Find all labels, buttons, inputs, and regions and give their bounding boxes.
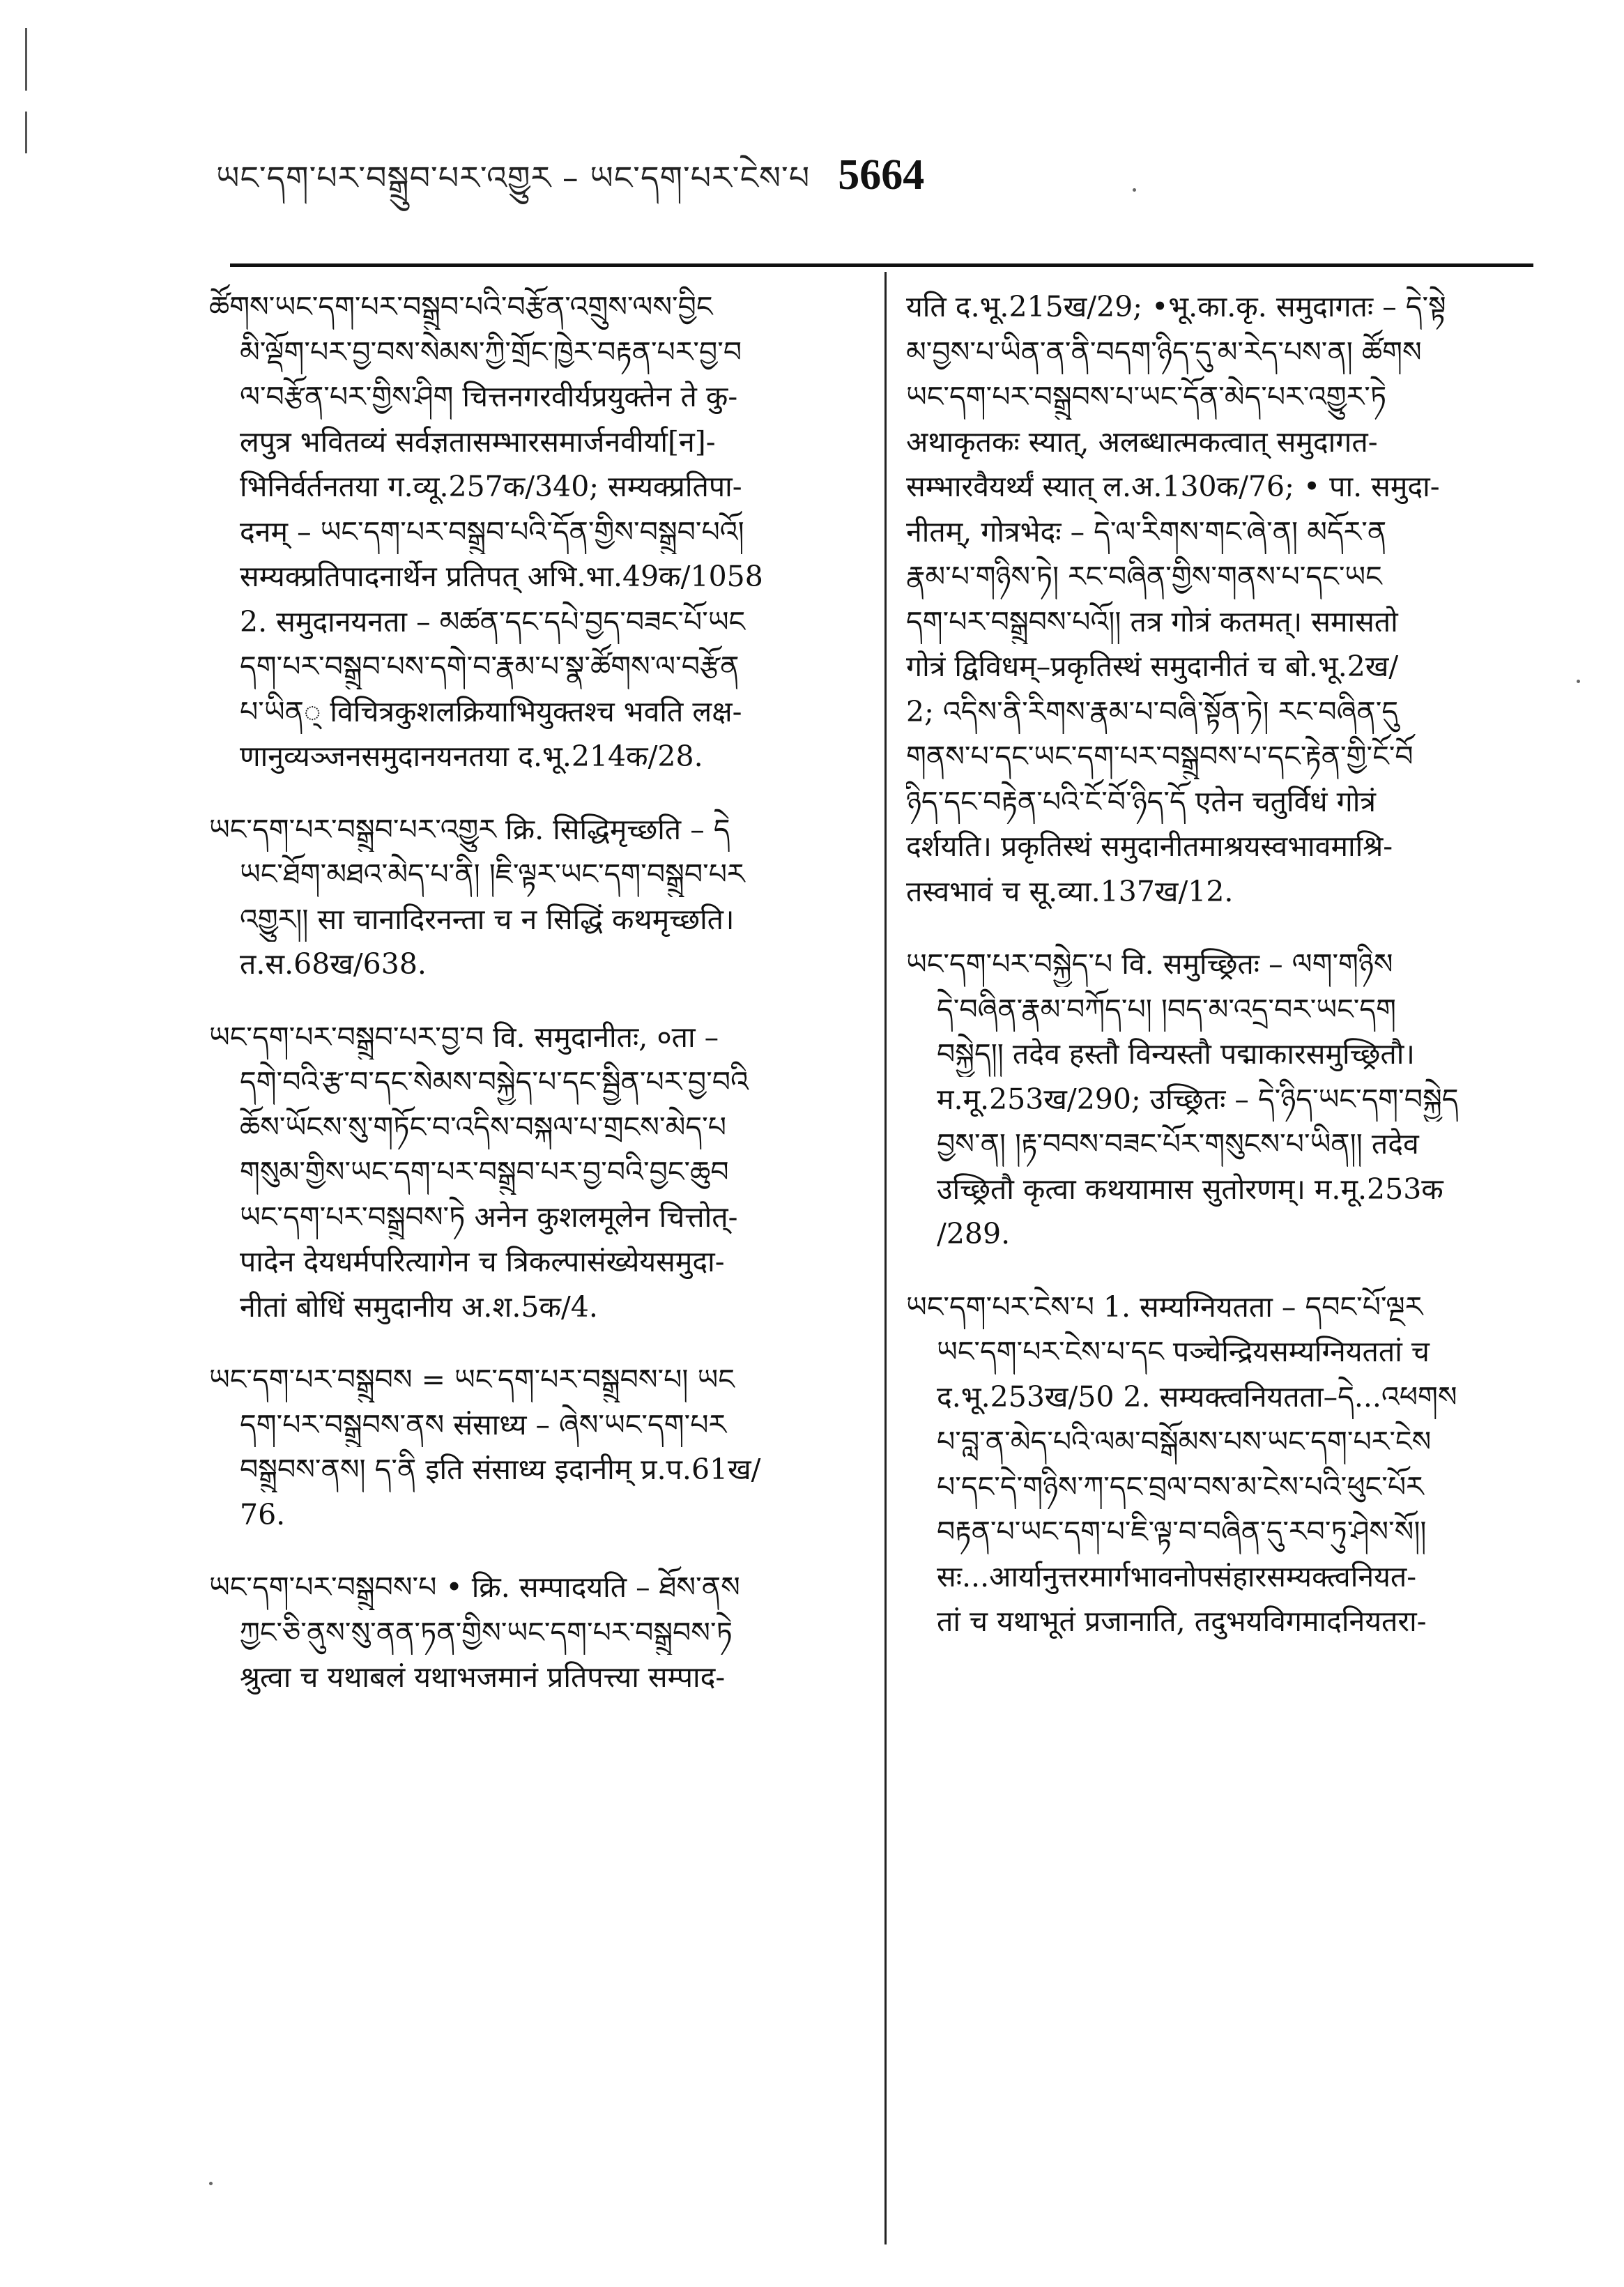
entry-text-line: མི་ལྡོག་པར་བྱ་བས་སེམས་ཀྱི་གྲོང་ཁྱེར་བརྟན་པར་བྱ་བ xyxy=(240,335,742,369)
entry-text-line: म.मू.253ख/290; उच्छ्रितः – དེ་ཉིད་ཡང་དག་བསྐྱེད xyxy=(937,1082,1459,1116)
entry-headword-line: ཚོགས་ཡང་དག་པར་བསྒྲུབ་པའི་བརྩོན་འགྲུས་ལས་བྱིང xyxy=(209,290,713,323)
dictionary-entry xyxy=(209,1015,857,1330)
entry-text-line: ཀྱང་ཅི་ནུས་སུ་ནན་ཏན་གྱིས་ཡང་དག་པར་བསྒྲུབས་ཏེ xyxy=(240,1615,733,1649)
column-divider xyxy=(884,272,887,2244)
entry-text-line: དག་པར་བསྒྲུབས་ནས संसाध्य – ཞེས་ཡང་དག་པར xyxy=(240,1407,727,1441)
entry-text-line: བསྐྱེད།། तदेव हस्तौ विन्यस्तौ पद्माकारसमुच्छ्रितौ। xyxy=(937,1037,1415,1071)
dictionary-entry xyxy=(906,942,1537,1257)
entry-text-line: བྱས་ན། །རྟ་བབས་བཟང་པོར་གསུངས་པ་ཡིན།། तदेव xyxy=(937,1127,1419,1161)
entry-text-line: भिनिर्वर्तनतया ग.व्यू.257क/340; सम्यक्प्रतिपा- xyxy=(240,470,742,503)
entry-text-line: दनम् – ཡང་དག་པར་བསྒྲུབ་པའི་དོན་གྱིས་བསྒྲུབ་པའོ། xyxy=(240,514,744,549)
entry-headword-line: यति द.भू.215ख/29; •भू.का.कृ. समुदागतः – དེ་སྟེ xyxy=(906,290,1446,323)
entry-text-line: རྣམ་པ་གཉིས་ཏེ། རང་བཞིན་གྱིས་གནས་པ་དང་ཡང xyxy=(906,560,1382,593)
entry-text-line: नीतम्, गोत्रभेदः – དེ་ལ་རིགས་གང་ཞེ་ན། མདོར་ན xyxy=(906,514,1387,549)
right-column xyxy=(906,284,1537,1672)
left-column xyxy=(209,284,857,1728)
entry-headword-line: ཡང་དག་པར་བསྐྱེད་པ वि. समुच्छ्रितः – ལག་གཉིས xyxy=(906,947,1393,981)
entry-headword-line: ཡང་དག་པར་ངེས་པ 1. सम्यग्नियतता – དབང་པོ་ལྔར xyxy=(906,1290,1423,1324)
entry-text-line: ལ་བརྩོན་པར་གྱིས་ཤིག चित्तनगरवीर्यप्रयुक्तेन ते कु- xyxy=(240,380,738,413)
entry-text-line: བརྟན་པ་ཡང་དག་པ་ཇི་ལྟ་བ་བཞིན་དུ་རབ་ཏུ་ཤེས་སོ།། xyxy=(937,1515,1427,1548)
running-head-text: ཡང་དག་པར་བསྒྲུབ་པར་འགྱུར – ཡང་དག་པར་ངེས་པ xyxy=(216,159,811,197)
dictionary-entry xyxy=(209,284,857,779)
dictionary-entry xyxy=(209,1565,857,1700)
entry-text-line: མ་བྱས་པ་ཡིན་ན་ནི་བདག་ཉིད་དུ་མ་རེད་པས་ན། ཚོགས xyxy=(906,335,1422,369)
entry-text-line: सम्भारवैयर्थ्यं स्यात् ल.अ.130क/76; • पा. समुदा- xyxy=(906,470,1440,503)
entry-text-line: ཡང་དག་པར་ངེས་པ་དང पञ्चेन्द्रियसम्यग्नियततां च xyxy=(937,1335,1430,1368)
entry-text-line: པ་བླ་ན་མེད་པའི་ལམ་བསྒོམས་པས་ཡང་དག་པར་ངེས xyxy=(937,1425,1432,1458)
entry-text-line: འགྱུར།། सा चानादिरनन्ता च न सिद्धिं कथमृच्छति। xyxy=(240,902,735,936)
entry-text-line: सः...आर्यानुत्तरमार्गभावनोपसंहारसम्यक्त्वनियत- xyxy=(937,1559,1417,1593)
entry-text-line: པ་དང་དེ་གཉིས་ཀ་དང་བྲལ་བས་མ་ངེས་པའི་ཕུང་པོར xyxy=(937,1469,1424,1504)
entry-text-line: དག་པར་བསྒྲུབས་པའོ།། तत्र गोत्रं कतमत्। समासतो xyxy=(906,604,1398,638)
entry-text-line: པ་ཡིན् विचित्रकुशलक्रियाभियुक्तश्च भवति लक्ष- xyxy=(240,694,742,728)
page-number: 5664 xyxy=(838,151,925,199)
entry-text-line: དག་པར་བསྒྲུབ་པས་དགེ་བ་རྣམ་པ་སྣ་ཚོགས་ལ་བརྩོན xyxy=(240,650,740,683)
scan-speck xyxy=(209,2182,213,2185)
dictionary-entry xyxy=(209,807,857,987)
scan-speck xyxy=(1577,680,1580,683)
entry-text-line: ཡང་དག་པར་བསྒྲུབས་པ་ཡང་དོན་མེད་པར་འགྱུར་ཏེ xyxy=(906,380,1387,413)
entry-text-line: तां च यथाभूतं प्रजानाति, तदुभयविगमादनियतरा- xyxy=(937,1605,1427,1638)
entry-text-line: ཡང་དག་པར་བསྒྲུབས་ཏེ अनेन कुशलमूलेन चित्तोत्- xyxy=(240,1200,738,1234)
entry-headword-line: ཡང་དག་པར་བསྒྲུབས་པ • क्रि. सम्पादयति – ཐོས་ནས xyxy=(209,1570,740,1604)
entry-text-line: གསུམ་གྱིས་ཡང་དག་པར་བསྒྲུབ་པར་བྱ་བའི་བྱང་ཆུབ xyxy=(240,1155,729,1188)
dictionary-entry xyxy=(906,1285,1537,1644)
entry-text-line: लपुत्र भवितव्यं सर्वज्ञतासम्भारसमार्जनवीर्या[न]- xyxy=(240,424,716,459)
entry-text-line: ཆོས་ཡོངས་སུ་གཏོང་བ་འདིས་བསྐལ་པ་གྲངས་མེད་པ xyxy=(240,1110,726,1144)
entry-text-line: /289. xyxy=(937,1217,1011,1250)
entry-text-line: तस्वभावं च सू.व्या.137ख/12. xyxy=(906,874,1234,908)
entry-headword-line: ཡང་དག་པར་བསྒྲུབས = ཡང་དག་པར་བསྒྲུབས་པ། ཡང xyxy=(209,1363,735,1396)
entry-text-line: पादेन देयधर्मपरित्यागेन च त्रिकल्पासंख्येयसमुदा- xyxy=(240,1245,725,1278)
entry-text-line: དེ་བཞིན་རྣམ་བཀོད་པ། །བད་མ་འདྲ་བར་ཡང་དག xyxy=(937,992,1396,1026)
entry-text-line: གནས་པ་དང་ཡང་དག་པར་བསྒྲུབས་པ་དང་རྟེན་གྱི་ངོ་བོ xyxy=(906,740,1414,773)
scan-margin-mark xyxy=(25,112,27,153)
entry-text-line: अथाकृतकः स्यात्, अलब्धात्मकत्वात् समुदागत- xyxy=(906,424,1378,459)
entry-text-line: བསྒྲུབས་ནས། ད་ནི इति संसाध्य इदानीम् प्र.प.61ख/ xyxy=(240,1453,761,1486)
dictionary-entry xyxy=(209,1357,857,1537)
entry-text-line: उच्छ्रितौ कृत्वा कथयामास सुतोरणम्। म.मू.253क xyxy=(937,1172,1443,1206)
entry-text-line: त.स.68ख/638. xyxy=(240,947,427,981)
entry-text-line: ཡང་ཐོག་མཐའ་མེད་པ་ནི། །ཇི་ལྟར་ཡང་དག་བསྒྲུབ་པར xyxy=(240,857,745,891)
entry-text-line: श्रुत्वा च यथाबलं यथाभजमानं प्रतिपत्त्या सम्पाद- xyxy=(240,1660,726,1694)
entry-text-line: नीतां बोधिं समुदानीय अ.श.5क/4. xyxy=(240,1290,598,1324)
entry-text-line: णानुव्यञ्जनसमुदानयनतया द.भू.214क/28. xyxy=(240,740,703,773)
scan-margin-mark xyxy=(25,28,27,91)
entry-text-line: सम्यक्प्रतिपादनार्थेन प्रतिपत् अभि.भा.49क/1058 xyxy=(240,560,763,593)
entry-text-line: 76. xyxy=(240,1497,286,1531)
dictionary-entry xyxy=(906,284,1537,914)
entry-text-line: दर्शयति। प्रकृतिस्थं समुदानीतमाश्रयस्वभावमाश्रि- xyxy=(906,829,1393,863)
entry-text-line: 2. समुदानयनता – མཚན་དང་དཔེ་བྱད་བཟང་པོ་ཡང xyxy=(240,604,746,638)
entry-text-line: ཉིད་དང་བརྟེན་པའི་ངོ་བོ་ཉིད་དོ एतेन चतुर्विधं गोत्रं xyxy=(906,784,1376,818)
entry-text-line: 2; འདིས་ནི་རིགས་རྣམ་པ་བཞི་སྟོན་ཏེ། རང་བཞིན་དུ xyxy=(906,694,1399,728)
entry-headword-line: ཡང་དག་པར་བསྒྲུབ་པར་བྱ་བ वि. समुदानीतः, ०ता – xyxy=(209,1020,719,1054)
entry-text-line: द.भू.253ख/50 2. सम्यक्त्वनियतता–དེ...འཕགས xyxy=(937,1379,1457,1414)
entry-headword-line: ཡང་དག་པར་བསྒྲུབ་པར་འགྱུར क्रि. सिद्धिमृच्छति – དེ xyxy=(209,812,730,846)
entry-text-line: गोत्रं द्विविधम्–प्रकृतिस्थं समुदानीतं च बो.भू.2ख/ xyxy=(906,650,1399,683)
header-rule xyxy=(230,263,1533,267)
entry-text-line: དགེ་བའི་རྩ་བ་དང་སེམས་བསྐྱེད་པ་དང་སྦྱིན་པར་བྱ་བའི xyxy=(240,1065,749,1099)
running-head xyxy=(216,143,1262,206)
